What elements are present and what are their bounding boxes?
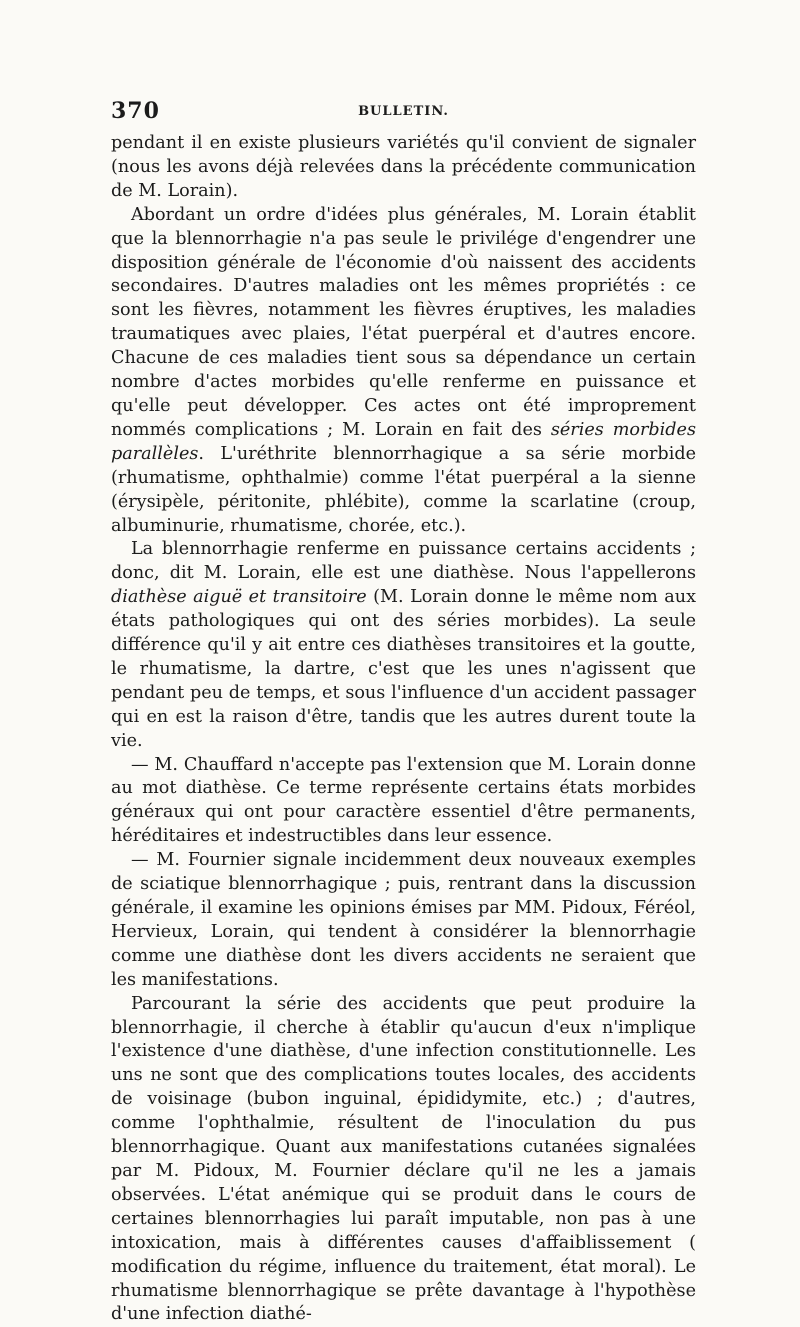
running-title: BULLETIN. — [358, 104, 449, 119]
text-segment: — M. Chauffard n'accepte pas l'extension que M. Lorain donne au mot diathèse. Ce terme représente certains états morbides généraux qui ont pour caractère essentiel d'être permanents, héréditaires et indestructibles dans leur essence. — [111, 754, 696, 847]
paragraph — [111, 132, 696, 204]
paragraph — [111, 754, 696, 850]
text-segment: pendant il en existe plusieurs variétés qu'il convient de signaler (nous les avons déjà relevées dans la précédente communication de M. Lorain). — [111, 133, 696, 201]
text-segment: . L'uréthrite blennorrhagique a sa série morbide (rhumatisme, ophthalmie) comme l'état puerpéral a la sienne (érysipèle, péritonite, phlébite), comme la scarlatine (croup, albuminurie, rhumatisme, chorée, etc.). — [111, 443, 696, 536]
body-text — [111, 132, 696, 1327]
text-segment: La blennorrhagie renferme en puissance certains accidents ; donc, dit M. Lorain, elle est une diathèse. Nous l'appellerons — [111, 539, 696, 584]
text-segment: (M. Lorain donne le même nom aux états pathologiques qui ont des séries morbides). La seule différence qu'il y ait entre ces diathèses transitoires et la goutte, le rhumatisme, la dartre, c'est que les unes n'agissent que pendant peu de temps, et sous l'influence d'un accident passager qui en est la raison d'être, tandis que les autres durent toute la vie. — [111, 587, 696, 751]
page-number: 370 — [111, 98, 160, 124]
paragraph — [111, 538, 696, 753]
italic-phrase: diathèse aiguë et transitoire — [111, 587, 367, 608]
text-segment: Parcourant la série des accidents que peut produire la blennorrhagie, il cherche à établir qu'aucun d'eux n'implique l'existence d'une diathèse, d'une infection constitutionnelle. Les uns ne sont que des complications toutes locales, des accidents de voisinage (bubon inguinal, épididymite, etc.) ; d'autres, comme l'ophthalmie, résultent de l'inoculation du pus blennorrhagique. Quant aux manifestations cutanées signalées par M. Pidoux, M. Fournier déclare qu'il ne les a jamais observées. L'état anémique qui se produit dans le cours de certaines blennorrhagies lui paraît imputable, non pas à une intoxication, mais à différentes causes d'affaiblissement ( modification du régime, influence du traitement, état moral). Le rhumatisme blennorrhagique se prête davantage à l'hypothèse d'une infection diathé- — [111, 993, 696, 1325]
text-segment: — M. Fournier signale incidemment deux nouveaux exemples de sciatique blennorrhagique ; puis, rentrant dans la discussion générale, il examine les opinions émises par MM. Pidoux, Féréol, Hervieux, Lorain, qui tendent à considérer la blennorrhagie comme une diathèse dont les divers accidents ne seraient que les manifestations. — [111, 850, 696, 990]
paragraph — [111, 993, 696, 1327]
text-segment: Abordant un ordre d'idées plus générales, M. Lorain établit que la blennorrhagie n'a pas seule le privilége d'engendrer une disposition générale de l'économie d'où naissent des accidents secondaires. D'autres maladies ont les mêmes propriétés : ce sont les fièvres, notamment les fièvres éruptives, les maladies traumatiques avec plaies, l'état puerpéral et d'autres encore. Chacune de ces maladies tient sous sa dépendance un certain nombre d'actes morbides qu'elle renferme en puissance et qu'elle peut développer. Ces actes ont été improprement nommés complications ; M. Lorain en fait des — [111, 204, 696, 440]
italic-phrase: séries morbides parallèles — [111, 419, 696, 464]
paragraph — [111, 204, 696, 539]
running-head — [111, 98, 696, 132]
paragraph — [111, 849, 696, 992]
